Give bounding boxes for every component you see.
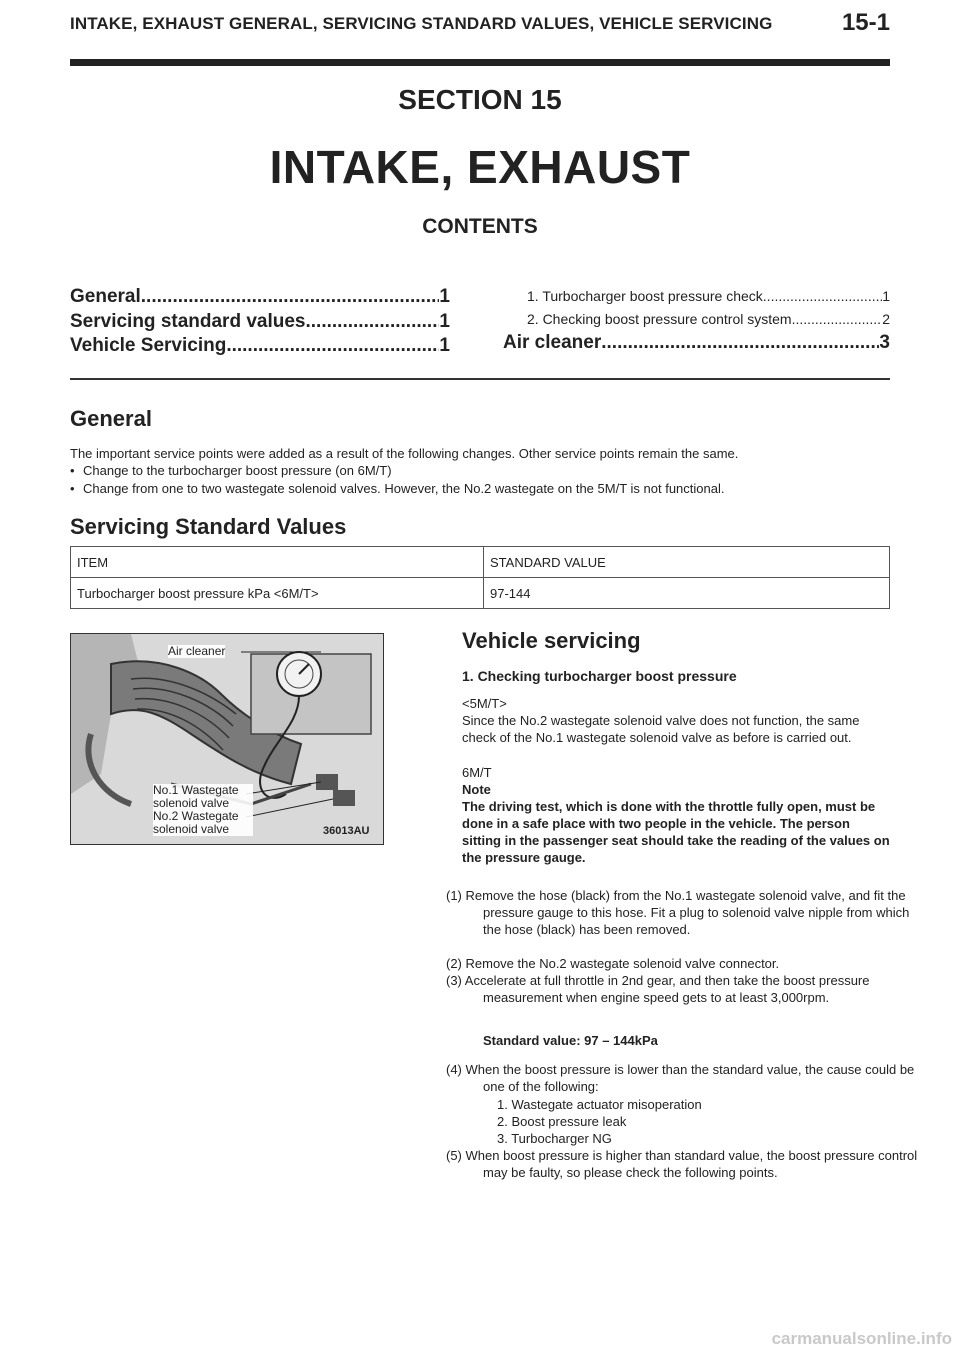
air-cleaner-label: Air cleaner [168,644,226,658]
mt6-label: 6M/T [462,765,492,780]
toc-leader [792,311,883,327]
table-cell: Turbocharger boost pressure kPa <6M/T> [71,578,484,609]
note-label: Note [462,782,491,797]
toc-page: 1 [439,335,450,356]
no2-wastegate-label: No.2 Wastegate solenoid valve [153,810,253,836]
note-text: The driving test, which is done with the throttle fully open, must be done in a safe place with two people in the vehicle. The person sitting in the passenger seat should take the reading of the values on the pressure gauge. [462,799,890,865]
toc-item-general[interactable] [70,286,450,308]
mt5-label: <5M/T> [462,696,507,711]
figure-code: 36013AU [323,825,370,837]
toc-leader [141,286,440,308]
toc-leader [601,332,879,354]
boost-check-subheading: 1. Checking turbocharger boost pressure [462,668,737,684]
page-number: 15-1 [841,9,890,36]
toc-label: 1. Turbocharger boost pressure check [527,288,763,304]
general-intro: The important service points were added as a result of the following changes. Other service points remain the same. [70,446,739,461]
toc-leader [226,335,439,357]
toc-item-boost-control-system[interactable] [527,311,890,327]
toc-label: Servicing standard values [70,311,306,332]
footer-watermark: carmanualsonline.info [771,1329,952,1348]
cause-item: 1. Wastegate actuator misoperation [497,1097,702,1112]
table-header-cell: STANDARD VALUE [484,547,890,578]
table-header-row [71,547,890,578]
toc-leader [763,288,882,304]
contents-heading: CONTENTS [422,215,538,238]
mt5-text: Since the No.2 wastegate solenoid valve does not function, the same check of the No.1 wastegate solenoid valve as before is carried out. [462,713,860,745]
vehicle-servicing-heading: Vehicle servicing [462,628,641,653]
table-cell: 97-144 [484,578,890,609]
toc-leader [306,311,440,333]
general-bullet: • Change to the turbocharger boost pressure (on 6M/T) [70,463,392,478]
toc-page: 2 [882,311,890,327]
no1-wastegate-label: No.1 Wastegate solenoid valve [153,784,253,810]
toc-page: 3 [879,332,890,353]
section-number: SECTION 15 [398,84,562,115]
general-heading: General [70,406,152,431]
standard-value: Standard value: 97 – 144kPa [483,1033,658,1048]
toc-item-vehicle-servicing[interactable] [70,335,450,357]
cause-item: 3. Turbocharger NG [497,1131,612,1146]
step-2: (2) Remove the No.2 wastegate solenoid valve connector. [446,956,780,971]
toc-label: General [70,286,141,307]
general-bullet: • Change from one to two wastegate solenoid valves. However, the No.2 wastegate on the 5M/T is not functional. [70,481,725,496]
header-rule [70,59,890,66]
cause-item: 2. Boost pressure leak [497,1114,627,1129]
contents-rule [70,378,890,380]
toc-page: 1 [439,311,450,332]
step-4: (4) When the boost pressure is lower than the standard value, the cause could be one of the following: [446,1062,915,1094]
toc-page: 1 [439,286,450,307]
toc-item-air-cleaner[interactable] [503,332,890,354]
table-header-cell: ITEM [71,547,484,578]
toc-page: 1 [882,288,890,304]
toc-label: Vehicle Servicing [70,335,227,356]
table-row [71,578,890,609]
toc-item-servicing-standard-values[interactable] [70,311,450,333]
toc-label: 2. Checking boost pressure control system [527,311,792,327]
running-header-title: INTAKE, EXHAUST GENERAL, SERVICING STANDARD VALUES, VEHICLE SERVICING [70,14,773,33]
step-1: (1) Remove the hose (black) from the No.1 wastegate solenoid valve, and fit the pressure gauge to this hose. Fit a plug to solenoid valve nipple from which the hose (black) has been removed. [446,888,910,937]
step-3: (3) Accelerate at full throttle in 2nd gear, and then take the boost pressure measurement when engine speed gets to at least 3,000rpm. [446,973,870,1005]
toc-item-turbo-boost-check[interactable] [527,288,890,304]
chapter-title: INTAKE, EXHAUST [269,141,691,193]
servicing-heading: Servicing Standard Values [70,514,347,539]
step-5: (5) When boost pressure is higher than standard value, the boost pressure control may be faulty, so please check the following points. [446,1148,918,1180]
standard-values-table [70,546,890,609]
toc-label: Air cleaner [503,332,602,353]
engine-bay-photo [70,633,384,845]
